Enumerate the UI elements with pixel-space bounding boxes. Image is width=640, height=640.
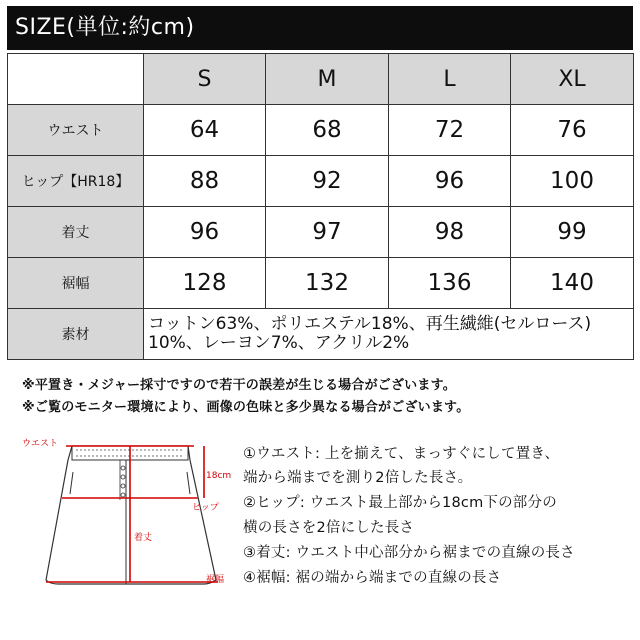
row-label-hem: 裾幅 <box>8 258 144 309</box>
col-header-l: L <box>389 54 511 105</box>
table-row <box>8 156 634 207</box>
size-header: SIZE(単位:約cm) <box>7 6 633 50</box>
material-line-2: 10%、レーヨン7%、アクリル2% <box>148 333 410 353</box>
col-header-m: M <box>266 54 389 105</box>
desc-waist-1: ①ウエスト: 上を揃えて、まっすぐにして置き、 <box>243 446 560 462</box>
row-label-waist: ウエスト <box>8 105 144 156</box>
table-cell: 99 <box>511 207 634 258</box>
note-monitor: ※ご覧のモニター環境により、画像の色味と多少異なる場合がございます。 <box>22 400 470 415</box>
row-label-hip: ヒップ【HR18】 <box>8 156 144 207</box>
size-table <box>7 53 634 360</box>
table-cell: 97 <box>266 207 389 258</box>
table-cell: 140 <box>511 258 634 309</box>
skirt-diagram <box>10 432 240 592</box>
table-row <box>8 258 634 309</box>
table-cell: 96 <box>144 207 266 258</box>
cm-label: 18cm <box>206 471 232 481</box>
table-cell: 136 <box>389 258 511 309</box>
table-cell: 76 <box>511 105 634 156</box>
length-label: 着丈 <box>134 533 153 543</box>
table-cell: 88 <box>144 156 266 207</box>
material-line-1: コットン63%、ポリエステル18%、再生繊維(セルロース) <box>148 314 592 334</box>
desc-hem: ④裾幅: 裾の端から端までの直線の長さ <box>243 570 502 586</box>
table-cell: 98 <box>389 207 511 258</box>
desc-waist-2: 端から端までを測り2倍した長さ。 <box>243 470 473 486</box>
table-row <box>8 207 634 258</box>
table-cell: 92 <box>266 156 389 207</box>
table-cell: 132 <box>266 258 389 309</box>
desc-length: ③着丈: ウエスト中心部分から裾までの直線の長さ <box>243 545 575 561</box>
material-row <box>8 309 634 360</box>
hip-label: ヒップ <box>192 503 219 513</box>
row-label-length: 着丈 <box>8 207 144 258</box>
skirt-outline <box>46 446 216 584</box>
desc-hip-2: 横の長さを2倍にした長さ <box>243 520 415 536</box>
table-corner-cell <box>8 54 144 105</box>
material-cell <box>144 309 634 360</box>
row-label-material: 素材 <box>8 309 144 360</box>
table-cell: 68 <box>266 105 389 156</box>
hem-label: 裾幅 <box>206 575 225 585</box>
col-header-s: S <box>144 54 266 105</box>
table-cell: 64 <box>144 105 266 156</box>
table-cell: 128 <box>144 258 266 309</box>
table-header-row <box>8 54 634 105</box>
note-measurement: ※平置き・メジャー採寸ですので若干の誤差が生じる場合がございます。 <box>22 378 456 393</box>
table-row <box>8 105 634 156</box>
desc-hip-1: ②ヒップ: ウエスト最上部から18cm下の部分の <box>243 495 557 511</box>
waist-label: ウエスト <box>22 439 59 449</box>
table-cell: 96 <box>389 156 511 207</box>
col-header-xl: XL <box>511 54 634 105</box>
table-cell: 72 <box>389 105 511 156</box>
table-cell: 100 <box>511 156 634 207</box>
